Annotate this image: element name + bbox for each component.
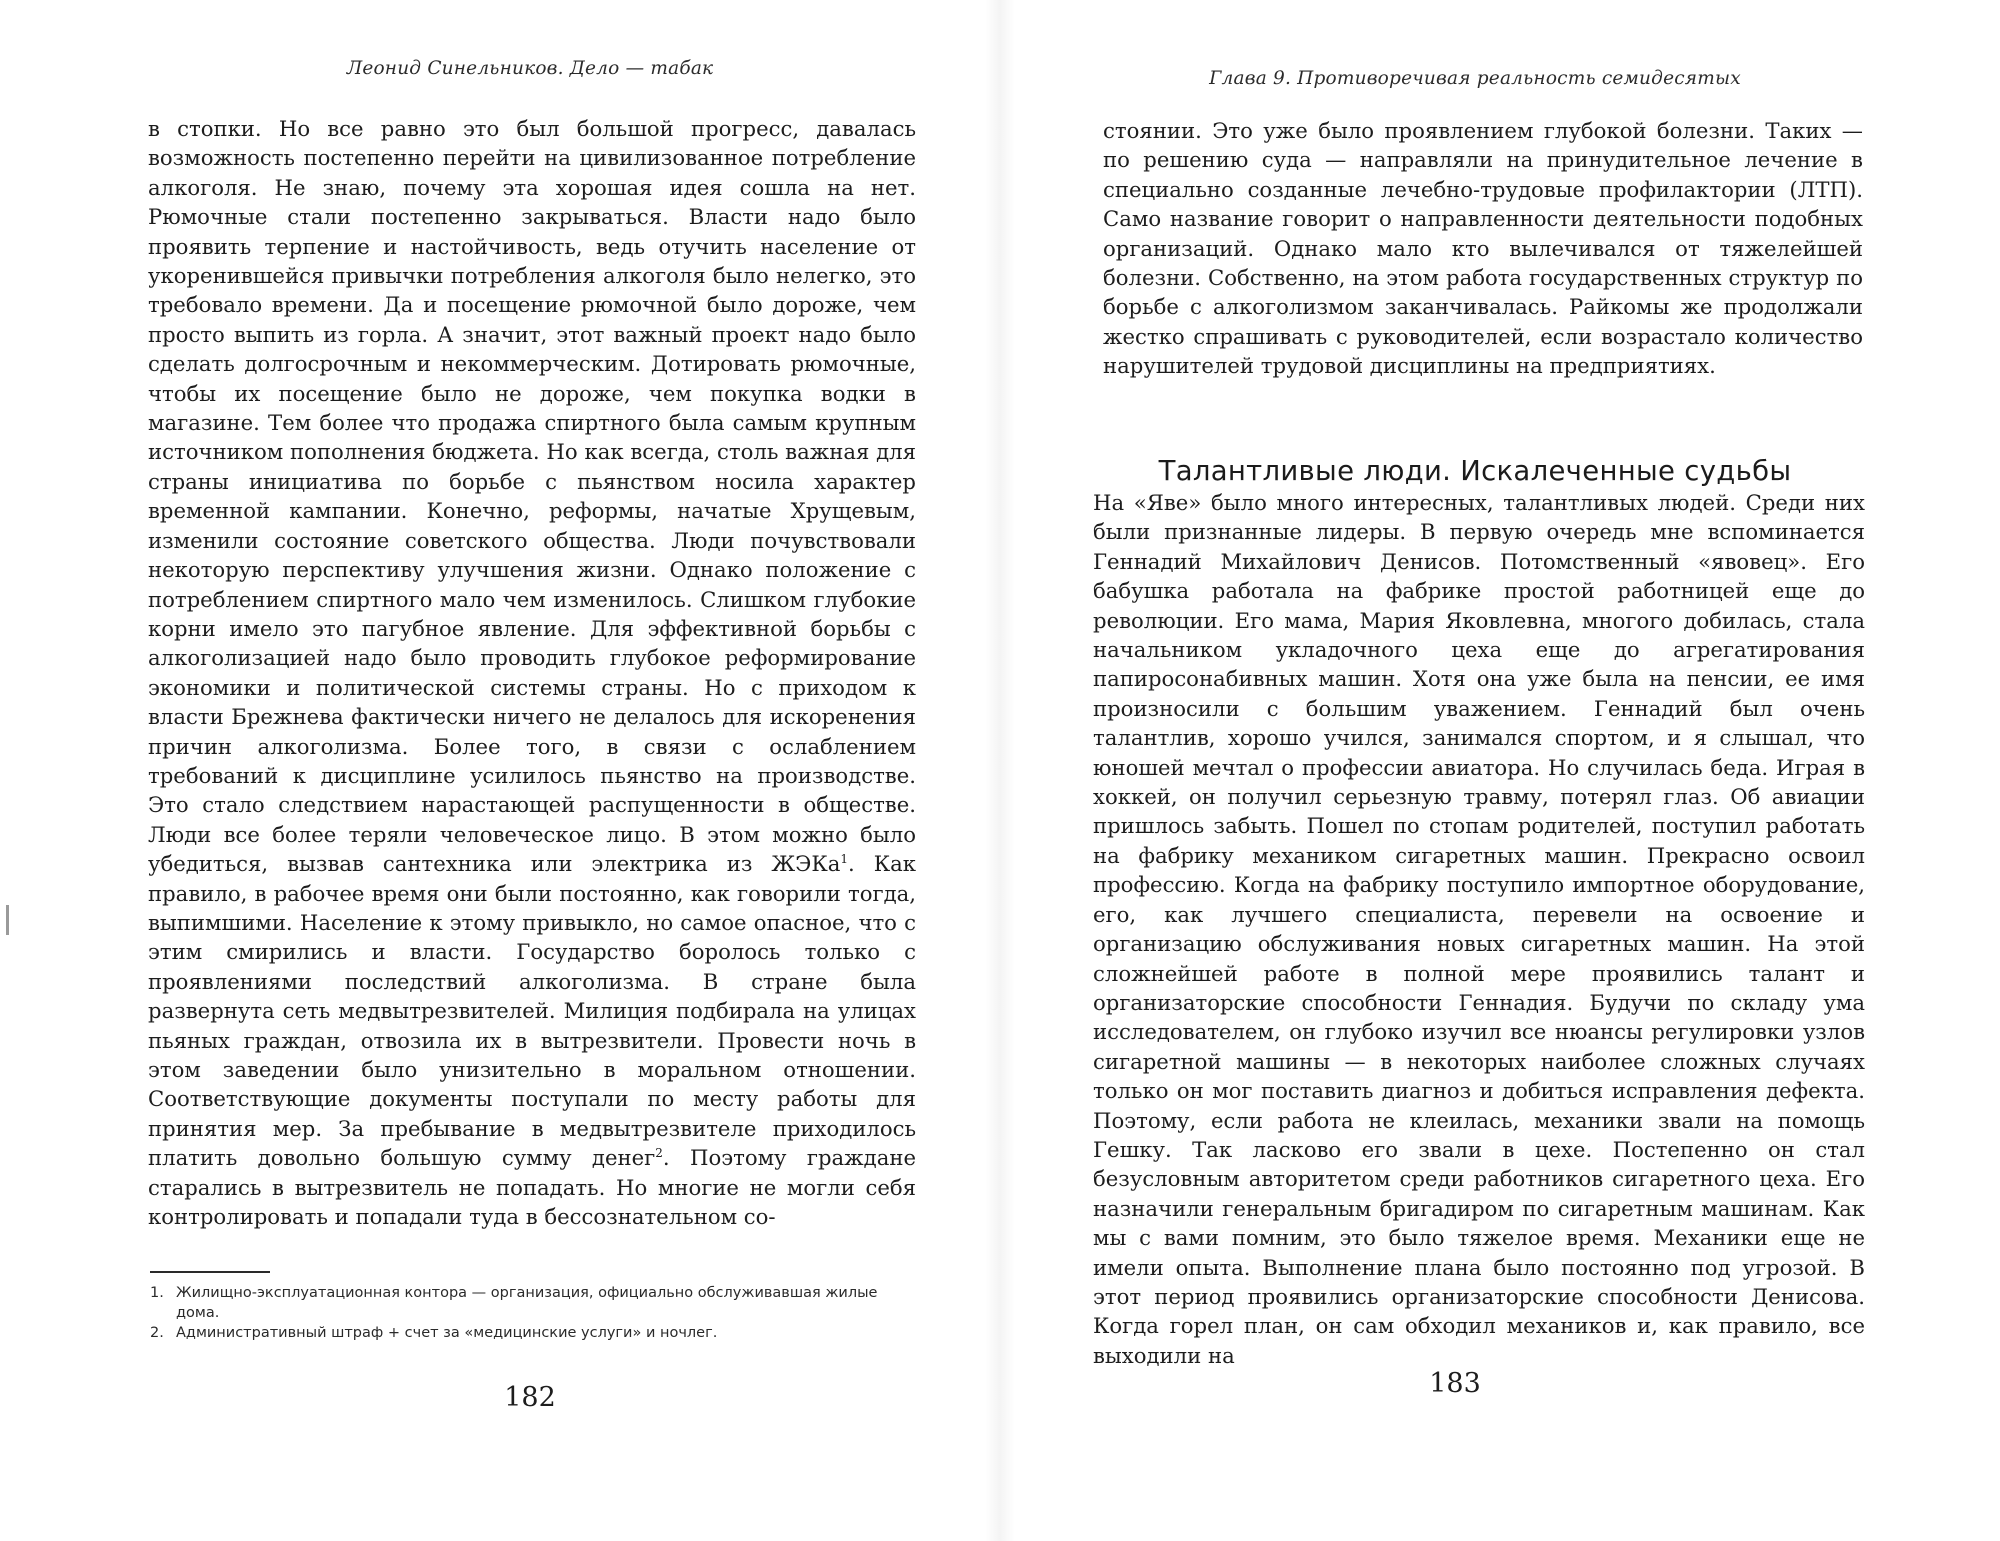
footnotes	[150, 1283, 920, 1343]
footnote-1	[150, 1283, 920, 1323]
left-text-part-1: в стопки. Но все равно это был большой прогресс, давалась возможность постепенно перейти на цивилизованное потребление алкоголя. Не знаю, почему эта хорошая идея сошла на нет. Рюмочные стали постепенно закрываться. Власти надо было проявить терпение и настойчивость, ведь отучить население от укоренившейся привычки потребления алкоголя было нелегко, это требовало времени. Да и посещение рюмочной было дороже, чем просто выпить из горла. А значит, этот важный проект надо было сделать долгосрочным и некоммерческим. Дотировать рюмочные, чтобы их посещение было не дороже, чем покупка водки в магазине. Тем более что продажа спиртного была самым крупным источником пополнения бюджета. Но как всегда, столь важная для страны инициатива по борьбе с пьянством носила характер временной кампании. Конечно, реформы, начатые Хрущевым, изменили состояние советского общества. Люди почувствовали некоторую перспективу улучшения жизни. Однако положение с потреблением спиртного мало чем изменилось. Слишком глубокие корни имело это пагубное явление. Для эффективной борьбы с алкоголизацией надо было проводить глубокое реформирование экономики и политической системы страны. Но с приходом к власти Брежнева фактически ничего не делалось для искоренения причин алкоголизма. Более того, в связи с ослаблением требований к дисциплине усилилось пьянство на производстве. Это стало следствием нарастающей распущенности в обществе. Люди все более теряли человеческое лицо. В этом можно было убедиться, вызвав сантехника или электрика из ЖЭКа	[148, 116, 916, 877]
left-body-text	[148, 114, 916, 1231]
footnote-number: 1.	[150, 1285, 164, 1301]
left-paragraph	[148, 114, 916, 1231]
left-text-part-3: . Поэтому граждане старались в вытрезвитель не попадать. Но многие не могли себя контролировать и попадали туда в бессознательном со-	[148, 1145, 916, 1230]
right-page	[1085, 0, 1865, 1541]
footnote-ref-1: 1	[840, 852, 849, 867]
right-body-text-section	[1093, 488, 1865, 1370]
footnote-text: Жилищно-эксплуатационная контора — организация, официально обслуживавшая жилые дома.	[176, 1285, 878, 1321]
right-paragraph-continued: стоянии. Это уже было проявлением глубокой болезни. Таких — по решению суда — направляли на принудительное лечение в специально созданные лечебно-трудовые профилактории (ЛТП). Само название говорит о направленности деятельности подобных организаций. Однако мало кто вылечивался от тяжелейшей болезни. Собственно, на этом работа государственных структур по борьбе с алкоголизмом заканчивалась. Райкомы же продолжали жестко спрашивать с руководителей, если возрастало количество нарушителей трудовой дисциплины на предприятиях.	[1103, 118, 1863, 379]
left-page-number: 182	[504, 1382, 556, 1413]
scan-edge-mark	[6, 905, 9, 935]
right-body-text-continued	[1103, 116, 1863, 381]
section-heading: Талантливые люди. Искалеченные судьбы	[1158, 454, 1792, 487]
footnote-text: Административный штраф + счет за «медицинские услуги» и ночлег.	[176, 1325, 718, 1341]
left-text-part-2: . Как правило, в рабочее время они были постоянно, как говорили тогда, выпимшими. Население к этому привыкло, но самое опасное, что с этим смирились и власти. Государство боролось только с проявлениями последствий алкоголизма. В стране была развернута сеть медвытрезвителей. Милиция подбирала на улицах пьяных граждан, отвозила их в вытрезвители. Провести ночь в этом заведении было унизительно в моральном отношении. Соответствующие документы поступали по месту работы для принятия мер. За пребывание в медвытрезвителе приходилось платить довольно большую сумму денег	[148, 851, 916, 1171]
footnote-rule	[150, 1271, 270, 1273]
footnote-number: 2.	[150, 1325, 164, 1341]
right-page-number: 183	[1429, 1368, 1481, 1399]
footnote-2	[150, 1323, 920, 1343]
left-running-head: Леонид Синельников. Дело — табак	[346, 58, 714, 79]
right-running-head: Глава 9. Противоречивая реальность семидесятых	[1209, 68, 1741, 89]
gutter-shadow	[985, 0, 1015, 1541]
left-page	[140, 0, 920, 1541]
footnote-ref-2: 2	[655, 1146, 663, 1161]
right-section-paragraph: На «Яве» было много интересных, талантливых людей. Среди них были признанные лидеры. В первую очередь мне вспоминается Геннадий Михайлович Денисов. Потомственный «явовец». Его бабушка работала на фабрике простой работницей еще до революции. Его мама, Мария Яковлевна, многого добилась, стала начальником укладочного цеха еще до агрегатирования папиросонабивных машин. Хотя она уже была на пенсии, ее имя произносили с большим уважением. Геннадий был очень талантлив, хорошо учился, занимался спортом, и я слышал, что юношей мечтал о профессии авиатора. Но случилась беда. Играя в хоккей, он получил серьезную травму, потерял глаз. Об авиации пришлось забыть. Пошел по стопам родителей, поступил работать на фабрику механиком сигаретных машин. Прекрасно освоил профессию. Когда на фабрику поступило импортное оборудование, его, как лучшего специалиста, перевели на освоение и организацию обслуживания новых сигаретных машин. На этой сложнейшей работе в полной мере проявились талант и организаторские способности Геннадия. Будучи по складу ума исследователем, он глубоко изучил все нюансы регулировки узлов сигаретной машины — в некоторых наиболее сложных случаях только он мог поставить диагноз и добиться исправления дефекта. Поэтому, если работа не клеилась, механики звали на помощь Гешку. Так ласково его звали в цехе. Постепенно он стал безусловным авторитетом среди работников сигаретного цеха. Его назначили генеральным бригадиром по сигаретным машинам. Как мы с вами помним, это было тяжелое время. Механики еще не имели опыта. Выполнение плана было постоянно под угрозой. В этот период проявились организаторские способности Денисова. Когда горел план, он сам обходил механиков и, как правило, все выходили на	[1093, 490, 1865, 1368]
